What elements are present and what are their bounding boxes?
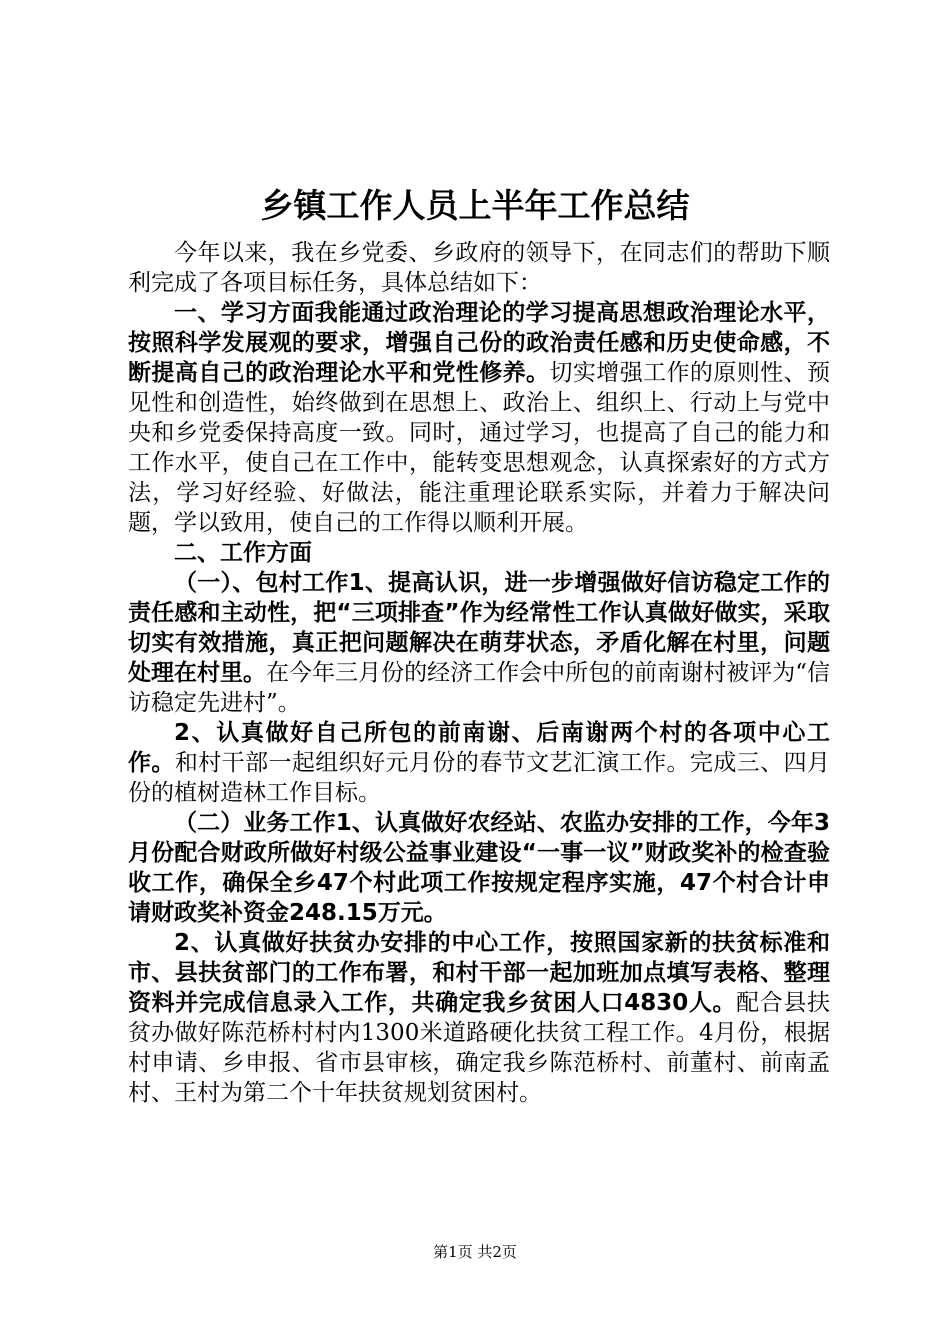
paragraph-business-work — [128, 808, 830, 928]
paragraph-text: 今年以来，我在乡党委、乡政府的领导下，在同志们的帮助下顺利完成了各项目标任务，具体总结如下： — [128, 240, 830, 296]
paragraph-text: 在今年三月份的经济工作会中所包的前南谢村被评为“信访稳定先进村”。 — [128, 660, 830, 716]
paragraph-text: 切实增强工作的原则性、预见性和创造性，始终做到在思想上、政治上、组织上、行动上与党中央和乡党委保持高度一致。同时，通过学习，也提高了自己的能力和工作水平，使自己在工作中，能转变思想观念，认真探索好的方式方法，学习好经验、好做法，能注重理论联系实际，并着力于解决问题，学以致用，使自己的工作得以顺利开展。 — [128, 360, 831, 536]
paragraph-intro — [128, 238, 830, 298]
paragraph-text: 和村干部一起组织好元月份的春节文艺汇演工作。完成三、四月份的植树造林工作目标。 — [128, 750, 831, 806]
paragraph-study — [128, 298, 830, 538]
page-footer: 第1页 共2页 — [433, 1243, 517, 1261]
paragraph-poverty-work — [128, 928, 830, 1108]
paragraph-lead: 2、认真做好扶贫办安排的中心工作，按照国家新的扶贫标准和市、县扶贫部门的工作布署，和村干部一起加班加点填写表格、整理资料并完成信息录入工作，共确定我乡贫困人口4830人。 — [128, 930, 830, 1016]
paragraph-text: 配合县扶贫办做好陈范桥村村内1300米道路硬化扶贫工程工作。4月份，根据村申请、乡申报、省市县审核，确定我乡陈范桥村、前董村、前南孟村、王村为第二个十年扶贫规划贫困村。 — [128, 990, 831, 1106]
document-body — [128, 238, 830, 1108]
paragraph-lead: （二）业务工作1、认真做好农经站、农监办安排的工作，今年3月份配合财政所做好村级公益事业建设“一事一议”财政奖补的检查验收工作，确保全乡47个村此项工作按规定程序实施，47个村合计申请财政奖补资金248.15万元。 — [128, 810, 830, 926]
paragraph-lead: 一、学习方面我能通过政治理论的学习提高思想政治理论水平，按照科学发展观的要求，增强自己份的政治责任感和历史使命感，不断提高自己的政治理论水平和党性修养。 — [128, 300, 830, 386]
paragraph-lead: 二、工作方面 — [174, 540, 312, 566]
document-title: 乡镇工作人员上半年工作总结 — [260, 186, 690, 225]
paragraph-village-work — [128, 568, 830, 718]
paragraph-village-center-work — [128, 718, 830, 808]
paragraph-work-heading — [128, 538, 830, 568]
paragraph-lead: （一）、包村工作1、提高认识，进一步增强做好信访稳定工作的责任感和主动性，把“三项排查”作为经常性工作认真做好做实，采取切实有效措施，真正把问题解决在萌芽状态，矛盾化解在村里，问题处理在村里。 — [128, 570, 830, 686]
paragraph-lead: 2、认真做好自己所包的前南谢、后南谢两个村的各项中心工作。 — [128, 720, 830, 776]
